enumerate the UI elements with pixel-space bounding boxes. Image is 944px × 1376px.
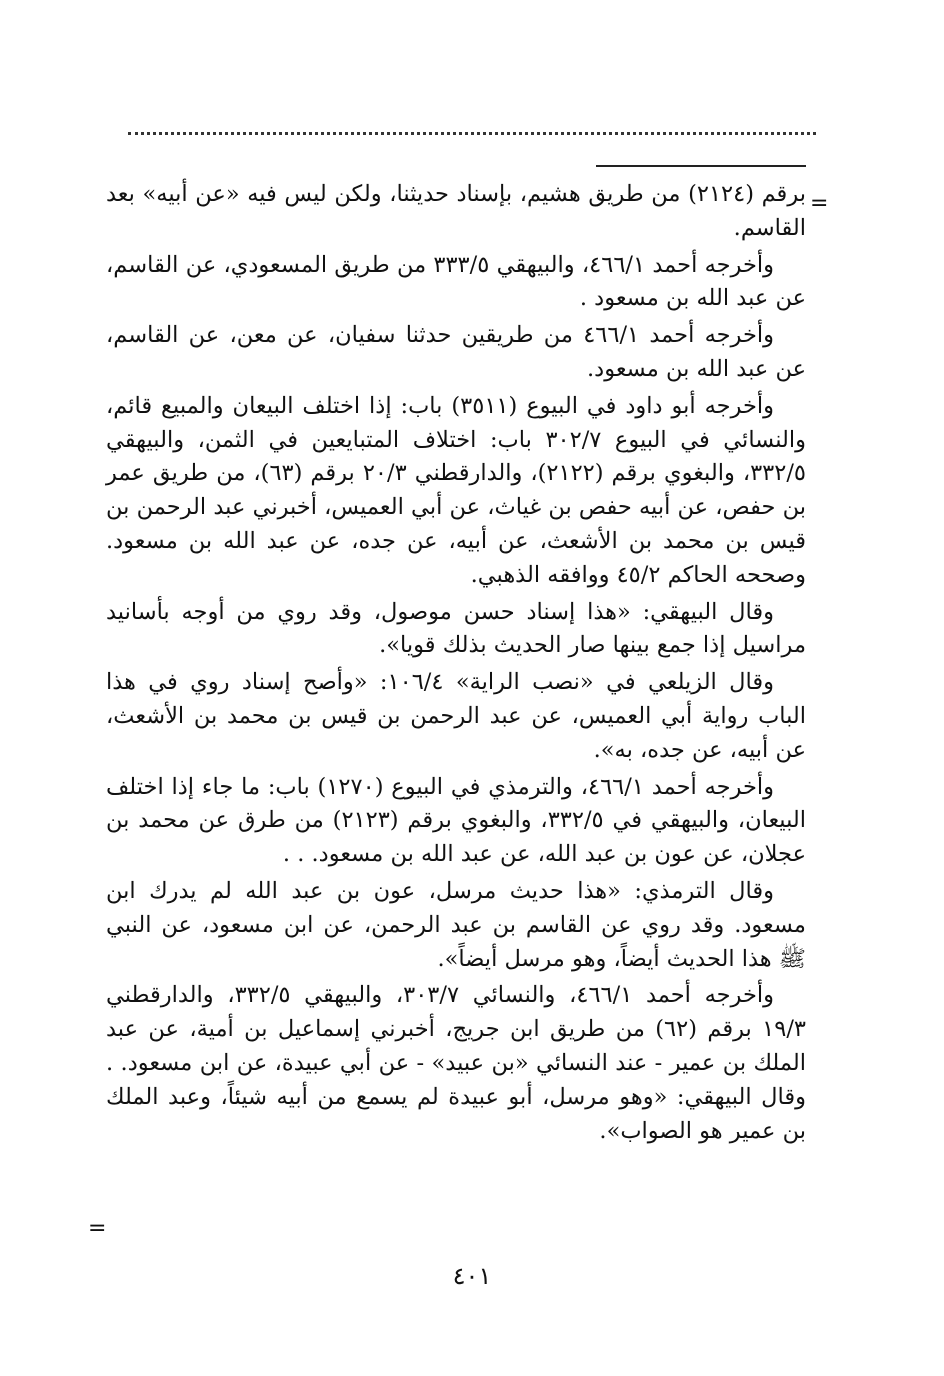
page-number: ٤٠١: [452, 1262, 492, 1290]
header-dotted-separator: [128, 132, 816, 149]
footnote-paragraph: وأخرجه أحمد ٤٦٦/١، والترمذي في البيوع (١٢٧٠) باب: ما جاء إذا اختلف البيعان، والبيهقي في ٣٣٢/٥، والبغوي برقم (٢١٢٣) من طرق عن محمد بن عجلان، عن عون بن عبد الله، عن عبد الله بن مسعود. . .: [106, 773, 806, 868]
footnote-separator-rule: [596, 165, 806, 167]
footnote-paragraph: وقال الترمذي: «هذا حديث مرسل، عون بن عبد الله لم يدرك ابن مسعود. وقد روي عن القاسم بن عبد الرحمن، عن ابن مسعود، عن النبي ﷺ هذا الحديث أيضاً، وهو مرسل أيضاً».: [106, 877, 806, 972]
footnote-paragraph: وأخرجه أحمد ٤٦٦/١ من طريقين حدثنا سفيان، عن معن، عن القاسم، عن عبد الله بن مسعود.: [106, 322, 806, 382]
footnote-paragraph: وقال البيهقي: «هذا إسناد حسن موصول، وقد روي من أوجه بأسانيد مراسيل إذا جمع بينها صار الحديث بذلك قويا».: [106, 598, 806, 659]
footnote-paragraph: وقال الزيلعي في «نصب الراية» ١٠٦/٤: «وأصح إسناد روي في هذا الباب رواية أبي العميس، عن عبد الرحمن بن قيس بن محمد بن الأشعث، عن أبيه، عن جده، به».: [106, 669, 806, 763]
footnote-text-block: [106, 178, 806, 1151]
footnote-paragraph: وأخرجه أبو داود في البيوع (٣٥١١) باب: إذا اختلف البيعان والمبيع قائم، والنسائي في البيوع ٣٠٢/٧ باب: اختلاف المتبايعين في الثمن، والبيهقي ٣٣٢/٥، والبغوي برقم (٢١٢٢)، والدارقطني ٢٠/٣ برقم (٦٣)، من طريق عمر بن حفص، عن أبيه حفص بن غياث، عن أبي العميس، أخبرني عبد الرحمن بن قيس بن محمد بن الأشعث، عن أبيه، عن جده، عن عبد الله بن مسعود. وصححه الحاكم ٤٥/٢ ووافقه الذهبي.: [106, 392, 807, 588]
continuation-mark-bottom: =: [88, 1216, 107, 1241]
footnote-paragraph: برقم (٢١٢٤) من طريق هشيم، بإسناد حديثنا، ولكن ليس فيه «عن أبيه» بعد القاسم.: [106, 181, 806, 241]
footnote-paragraph: وأخرجه أحمد ٤٦٦/١، والنسائي ٣٠٣/٧، والبيهقي ٣٣٢/٥، والدارقطني ١٩/٣ برقم (٦٢) من طريق ابن جريج، أخبرني إسماعيل بن أمية، عن عبد الملك بن عمير - عند النسائي «بن عبيد» - عن أبي عبيدة، عن ابن مسعود. . وقال البيهقي: «وهو مرسل، أبو عبيدة لم يسمع من أبيه شيئاً، وعبد الملك بن عمير هو الصواب».: [106, 982, 806, 1144]
continuation-mark-top: =: [810, 191, 829, 216]
footnote-paragraph: وأخرجه أحمد ٤٦٦/١، والبيهقي ٣٣٣/٥ من طريق المسعودي، عن القاسم، عن عبد الله بن مسعود .: [106, 251, 806, 312]
